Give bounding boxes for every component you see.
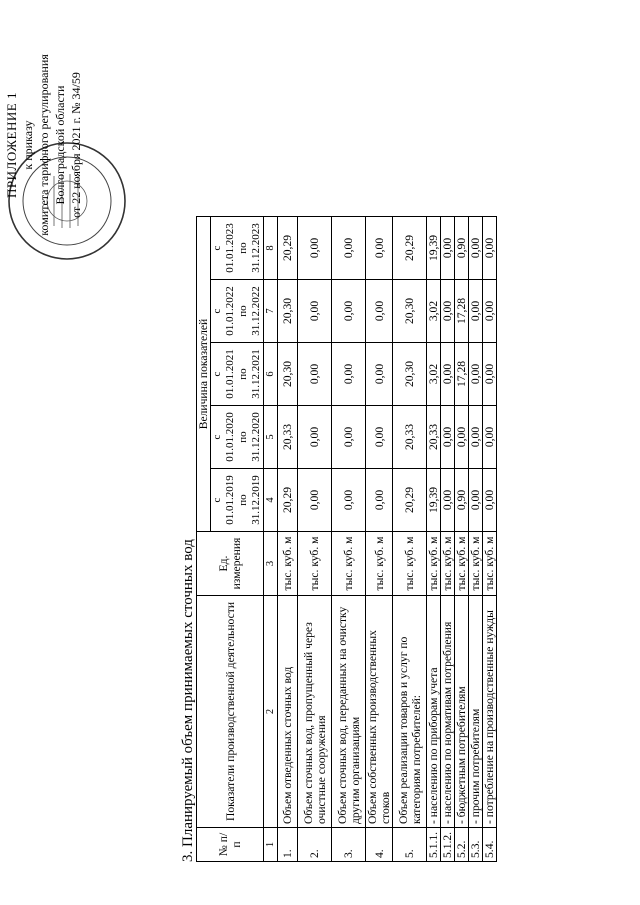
value-cell: 20,30 bbox=[278, 343, 298, 406]
column-index: 2 bbox=[264, 596, 278, 828]
appendix-line-1: к приказу bbox=[21, 120, 35, 170]
indicator-name: Объем реализации товаров и услуг по категориям потребителей: bbox=[393, 596, 427, 828]
value-cell: 0,00 bbox=[469, 217, 483, 280]
appendix-title: ПРИЛОЖЕНИЕ 1 bbox=[4, 92, 19, 198]
indicator-name: - бюджетным потребителям bbox=[455, 596, 469, 828]
value-cell: 0,00 bbox=[332, 217, 366, 280]
header-period-2022: с 01.01.2022 по 31.12.2022 bbox=[211, 280, 264, 343]
row-number: 5.3. bbox=[469, 828, 483, 862]
column-index: 4 bbox=[264, 469, 278, 532]
value-cell: 0,00 bbox=[366, 280, 393, 343]
value-cell: 0,00 bbox=[469, 280, 483, 343]
unit-cell: тыс. куб. м bbox=[455, 532, 469, 596]
value-cell: 0,00 bbox=[441, 217, 455, 280]
value-cell: 0,90 bbox=[455, 469, 469, 532]
table-row bbox=[483, 217, 497, 862]
value-cell: 0,00 bbox=[441, 280, 455, 343]
indicator-name: Объем отведенных сточных вод bbox=[278, 596, 298, 828]
unit-cell: тыс. куб. м bbox=[427, 532, 441, 596]
indicator-name: - прочим потребителям bbox=[469, 596, 483, 828]
table-row bbox=[393, 217, 427, 862]
indicator-name: - населению по приборам учета bbox=[427, 596, 441, 828]
table-row bbox=[332, 217, 366, 862]
value-cell: 20,30 bbox=[393, 280, 427, 343]
header-values-group: Величина показателей bbox=[197, 217, 211, 532]
indicator-name: Объем сточных вод, пропущенный через очистные сооружения bbox=[298, 596, 332, 828]
header-period-2020: с 01.01.2020 по 31.12.2020 bbox=[211, 406, 264, 469]
column-index: 6 bbox=[264, 343, 278, 406]
unit-cell: тыс. куб. м bbox=[469, 532, 483, 596]
row-number: 5.1.1. bbox=[427, 828, 441, 862]
row-number: 2. bbox=[298, 828, 332, 862]
unit-cell: тыс. куб. м bbox=[366, 532, 393, 596]
row-number: 5. bbox=[393, 828, 427, 862]
value-cell: 20,29 bbox=[278, 469, 298, 532]
value-cell: 0,00 bbox=[332, 406, 366, 469]
indicator-name: - населению по нормативам потребления bbox=[441, 596, 455, 828]
value-cell: 20,29 bbox=[393, 469, 427, 532]
row-number: 5.2. bbox=[455, 828, 469, 862]
value-cell: 19,39 bbox=[427, 469, 441, 532]
indicator-name: Объем собственных производственных стоков bbox=[366, 596, 393, 828]
value-cell: 0,00 bbox=[483, 280, 497, 343]
value-cell: 0,00 bbox=[332, 343, 366, 406]
table-row bbox=[469, 217, 483, 862]
appendix-line-4: от 22 ноября 2021 г. № 34/59 bbox=[69, 72, 83, 218]
value-cell: 20,33 bbox=[278, 406, 298, 469]
value-cell: 20,30 bbox=[278, 280, 298, 343]
column-index: 3 bbox=[264, 532, 278, 596]
table-row bbox=[298, 217, 332, 862]
value-cell: 0,00 bbox=[332, 280, 366, 343]
unit-cell: тыс. куб. м bbox=[332, 532, 366, 596]
value-cell: 0,00 bbox=[483, 469, 497, 532]
value-cell: 0,00 bbox=[483, 217, 497, 280]
appendix-line-2: комитета тарифного регулирования bbox=[37, 54, 51, 236]
column-index: 5 bbox=[264, 406, 278, 469]
value-cell: 0,00 bbox=[455, 406, 469, 469]
unit-cell: тыс. куб. м bbox=[393, 532, 427, 596]
table-row bbox=[278, 217, 298, 862]
indicator-name: - потребление на производственные нужды bbox=[483, 596, 497, 828]
column-index: 1 bbox=[264, 828, 278, 862]
row-number: 5.4. bbox=[483, 828, 497, 862]
row-number: 3. bbox=[332, 828, 366, 862]
value-cell: 3,02 bbox=[427, 343, 441, 406]
value-cell: 0,00 bbox=[483, 406, 497, 469]
table-row bbox=[427, 217, 441, 862]
unit-cell: тыс. куб. м bbox=[298, 532, 332, 596]
rotated-document-page bbox=[0, 22, 640, 862]
value-cell: 0,00 bbox=[298, 343, 332, 406]
table-row bbox=[455, 217, 469, 862]
table-row bbox=[366, 217, 393, 862]
header-period-2019: с 01.01.2019 по 31.12.2019 bbox=[211, 469, 264, 532]
unit-cell: тыс. куб. м bbox=[483, 532, 497, 596]
unit-cell: тыс. куб. м bbox=[278, 532, 298, 596]
value-cell: 20,29 bbox=[393, 217, 427, 280]
wastewater-volume-table bbox=[196, 216, 497, 862]
appendix-block bbox=[4, 30, 84, 260]
header-indicator: Показатели производственной деятельности bbox=[197, 596, 264, 828]
value-cell: 20,30 bbox=[393, 343, 427, 406]
row-number: 5.1.2. bbox=[441, 828, 455, 862]
value-cell: 0,00 bbox=[469, 343, 483, 406]
appendix-line-3: Волгоградской области bbox=[53, 85, 67, 205]
unit-cell: тыс. куб. м bbox=[441, 532, 455, 596]
value-cell: 0,00 bbox=[298, 406, 332, 469]
row-number: 1. bbox=[278, 828, 298, 862]
column-index: 8 bbox=[264, 217, 278, 280]
value-cell: 3,02 bbox=[427, 280, 441, 343]
value-cell: 0,00 bbox=[298, 217, 332, 280]
value-cell: 0,00 bbox=[483, 343, 497, 406]
section-heading: 3. Планируемый объем принимаемых сточных вод bbox=[180, 539, 196, 862]
header-period-2021: с 01.01.2021 по 31.12.2021 bbox=[211, 343, 264, 406]
header-unit: Ед. измерения bbox=[197, 532, 264, 596]
value-cell: 0,00 bbox=[332, 469, 366, 532]
value-cell: 0,00 bbox=[366, 217, 393, 280]
value-cell: 0,00 bbox=[469, 469, 483, 532]
column-index-row bbox=[264, 217, 278, 862]
row-number: 4. bbox=[366, 828, 393, 862]
value-cell: 0,00 bbox=[366, 469, 393, 532]
value-cell: 0,00 bbox=[366, 343, 393, 406]
value-cell: 0,00 bbox=[298, 280, 332, 343]
value-cell: 0,00 bbox=[441, 343, 455, 406]
value-cell: 17,28 bbox=[455, 343, 469, 406]
value-cell: 0,00 bbox=[469, 406, 483, 469]
value-cell: 17,28 bbox=[455, 280, 469, 343]
value-cell: 0,00 bbox=[441, 406, 455, 469]
value-cell: 20,33 bbox=[427, 406, 441, 469]
indicator-name: Объем сточных вод, переданных на очистку другим организациям bbox=[332, 596, 366, 828]
header-num: № п/п bbox=[197, 828, 264, 862]
header-period-2023: с 01.01.2023 по 31.12.2023 bbox=[211, 217, 264, 280]
value-cell: 20,29 bbox=[278, 217, 298, 280]
value-cell: 19,39 bbox=[427, 217, 441, 280]
table-body bbox=[278, 217, 497, 862]
column-index: 7 bbox=[264, 280, 278, 343]
value-cell: 0,00 bbox=[441, 469, 455, 532]
value-cell: 0,90 bbox=[455, 217, 469, 280]
value-cell: 20,33 bbox=[393, 406, 427, 469]
table-row bbox=[441, 217, 455, 862]
value-cell: 0,00 bbox=[366, 406, 393, 469]
value-cell: 0,00 bbox=[298, 469, 332, 532]
